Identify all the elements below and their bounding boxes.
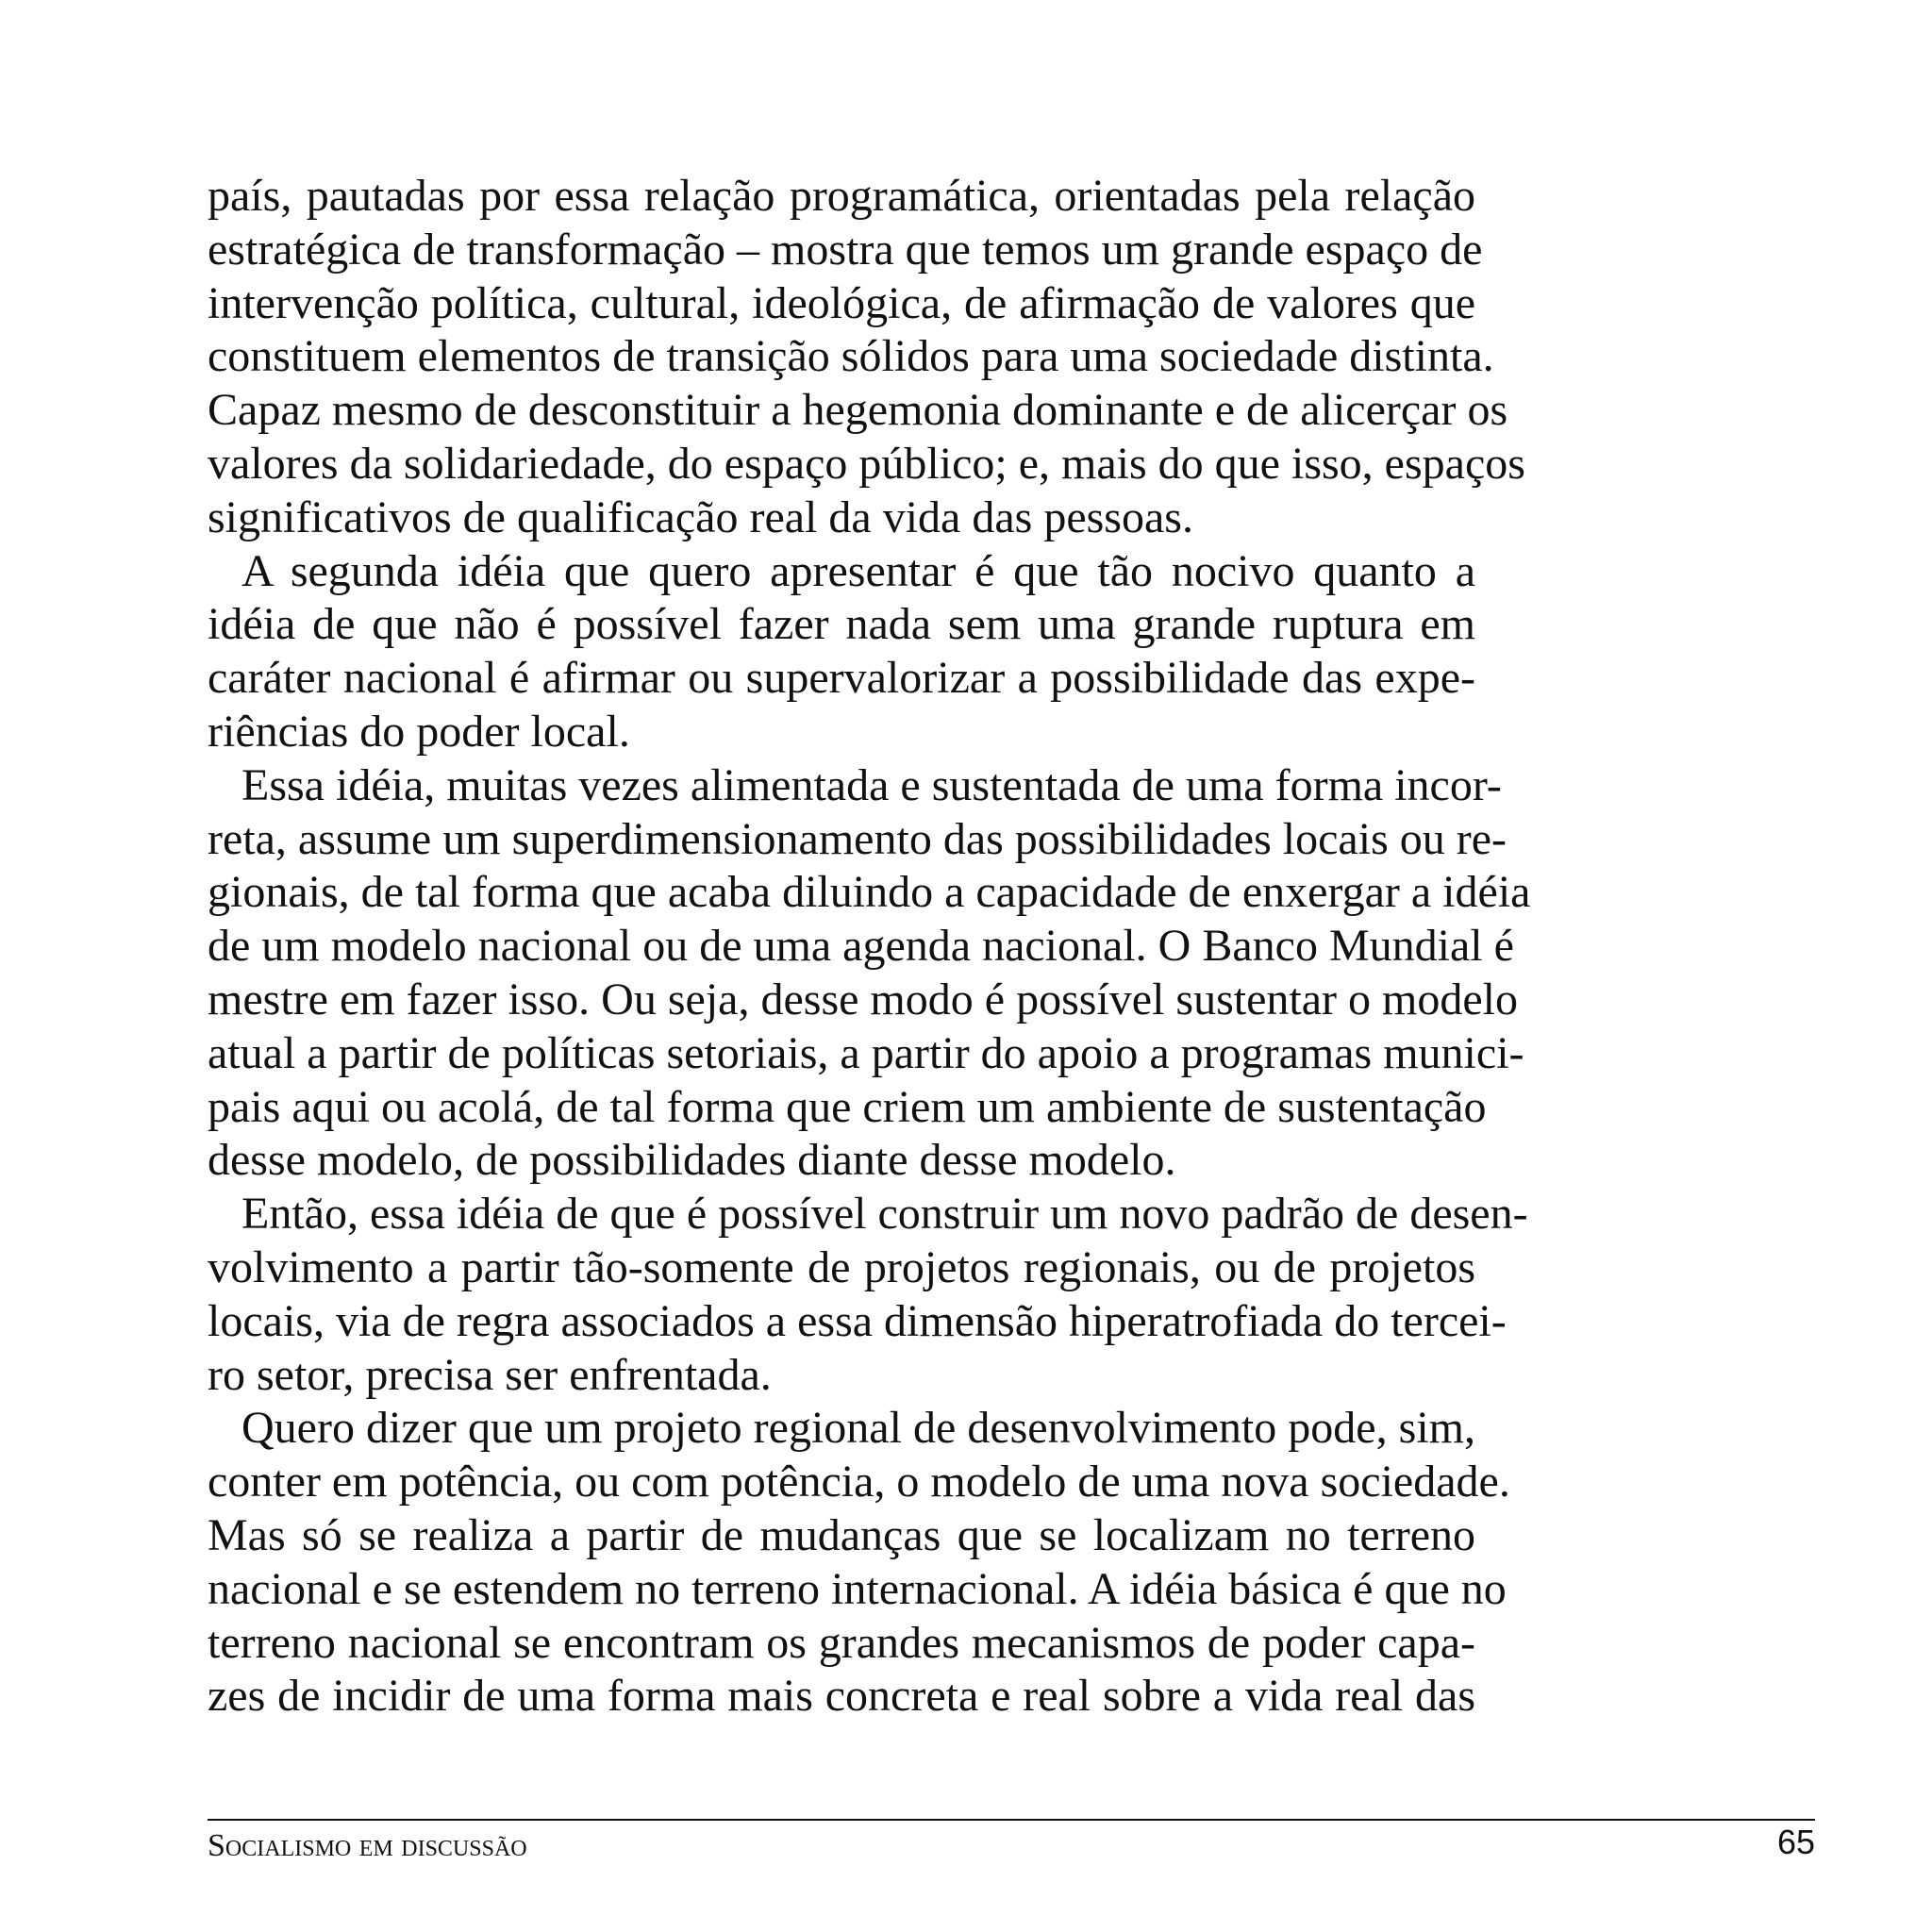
text-line: reta, assume um superdimensionamento das possibilidades locais ou re- — [208, 813, 1507, 864]
paragraph — [208, 759, 1531, 1188]
text-line: Então, essa idéia de que é possível construir um novo padrão de desen- — [242, 1189, 1528, 1240]
text-line: zes de incidir de uma forma mais concreta e real sobre a vida real das — [208, 1671, 1475, 1722]
running-footer-title: Socialismo em discussão — [208, 1828, 527, 1863]
text-line: mestre em fazer isso. Ou seja, desse modo é possível sustentar o modelo — [208, 974, 1518, 1024]
footer-divider — [208, 1819, 1815, 1821]
text-line: volvimento a partir tão-somente de projetos regionais, ou de projetos — [208, 1241, 1475, 1292]
text-line: caráter nacional é afirmar ou supervalorizar a possibilidade das expe- — [208, 653, 1475, 704]
text-line: intervenção política, cultural, ideológica, de afirmação de valores que — [208, 277, 1475, 328]
text-line: de um modelo nacional ou de uma agenda nacional. O Banco Mundial é — [208, 921, 1514, 972]
text-line: riências do poder local. — [208, 706, 630, 757]
text-line: idéia de que não é possível fazer nada sem uma grande ruptura em — [208, 599, 1475, 650]
text-line: desse modelo, de possibilidades diante desse modelo. — [208, 1135, 1176, 1186]
text-line: nacional e se estendem no terreno internacional. A idéia básica é que no — [208, 1563, 1507, 1614]
text-line: significativos de qualificação real da vida das pessoas. — [208, 491, 1193, 542]
paragraph — [208, 545, 1475, 759]
text-line: Quero dizer que um projeto regional de desenvolvimento pode, sim, — [242, 1403, 1475, 1454]
paragraph — [208, 170, 1525, 545]
text-line: atual a partir de políticas setoriais, a partir do apoio a programas munici- — [208, 1027, 1524, 1078]
text-line: Essa idéia, muitas vezes alimentada e sustentada de uma forma incor- — [242, 759, 1502, 810]
text-line: gionais, de tal forma que acaba diluindo a capacidade de enxergar a idéia — [208, 867, 1531, 918]
page-number: 65 — [1776, 1823, 1815, 1861]
body-text — [208, 170, 1531, 1724]
text-line: Mas só se realiza a partir de mudanças que se localizam no terreno — [208, 1509, 1475, 1560]
text-line: terreno nacional se encontram os grandes mecanismos de poder capa- — [208, 1617, 1475, 1668]
paragraph — [208, 1188, 1528, 1402]
text-line: país, pautadas por essa relação programática, orientadas pela relação — [208, 171, 1475, 221]
text-line: constituem elementos de transição sólidos para uma sociedade distinta. — [208, 331, 1494, 382]
paragraph — [208, 1402, 1510, 1724]
text-line: ro setor, precisa ser enfrentada. — [208, 1349, 772, 1400]
text-line: valores da solidariedade, do espaço público; e, mais do que isso, espaços — [208, 438, 1525, 489]
text-line: pais aqui ou acolá, de tal forma que criem um ambiente de sustentação — [208, 1081, 1487, 1132]
text-line: A segunda idéia que quero apresentar é que tão nocivo quanto a — [242, 545, 1475, 596]
text-line: locais, via de regra associados a essa dimensão hiperatrofiada do tercei- — [208, 1295, 1507, 1346]
text-line: conter em potência, ou com potência, o modelo de uma nova sociedade. — [208, 1457, 1510, 1507]
text-line: Capaz mesmo de desconstituir a hegemonia dominante e de alicerçar os — [208, 385, 1508, 436]
text-line: estratégica de transformação – mostra que temos um grande espaço de — [208, 224, 1483, 275]
